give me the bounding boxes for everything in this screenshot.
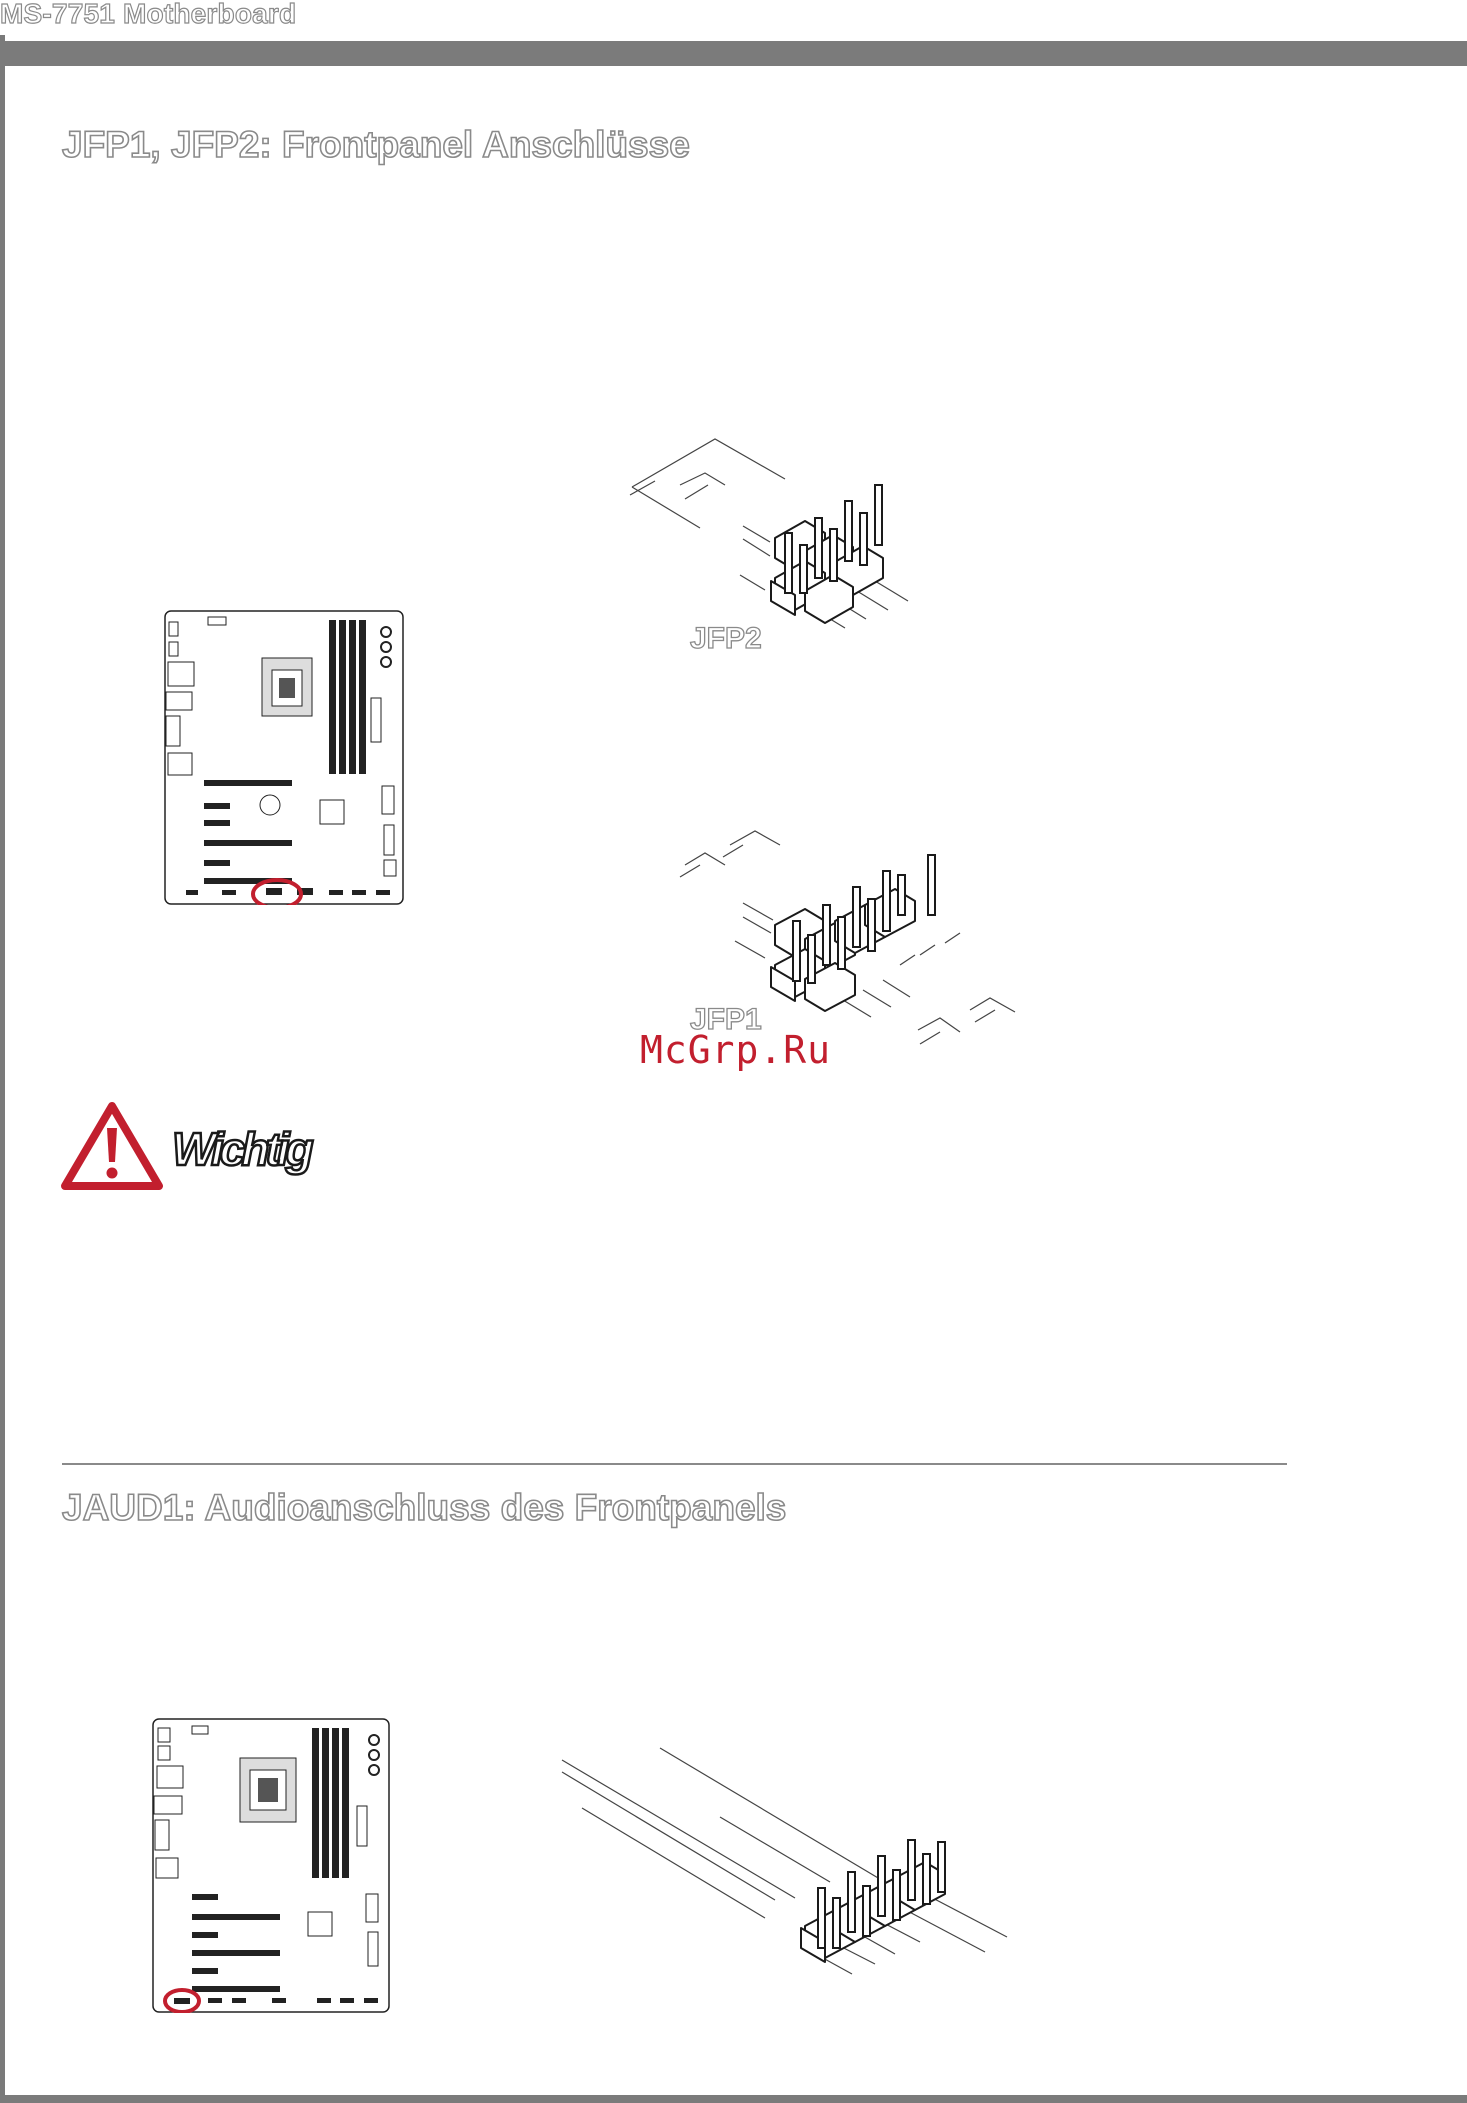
jfp2-label: JFP2 [690, 622, 762, 655]
important-label: Wichtig [172, 1123, 310, 1175]
left-margin-rule [0, 35, 5, 2103]
motherboard-diagram-jaud [152, 1718, 390, 2013]
jaud1-connector-diagram [560, 1742, 1010, 1982]
warning-triangle-icon [60, 1100, 165, 1192]
watermark-text: McGrp.Ru [640, 1028, 832, 1072]
section-title-jaud: JAUD1: Audioanschluss des Frontpanels [62, 1487, 787, 1528]
header-bar [0, 41, 1467, 66]
jfp1-label: JFP1 [690, 1003, 762, 1036]
section-title-jfp: JFP1, JFP2: Frontpanel Anschlüsse [62, 124, 690, 165]
footer-bar [0, 2095, 1467, 2103]
page-header-title: MS-7751 Motherboard [0, 0, 297, 29]
jfp2-connector-diagram [625, 433, 965, 648]
section-divider [62, 1463, 1287, 1465]
motherboard-diagram-jfp [164, 610, 404, 905]
